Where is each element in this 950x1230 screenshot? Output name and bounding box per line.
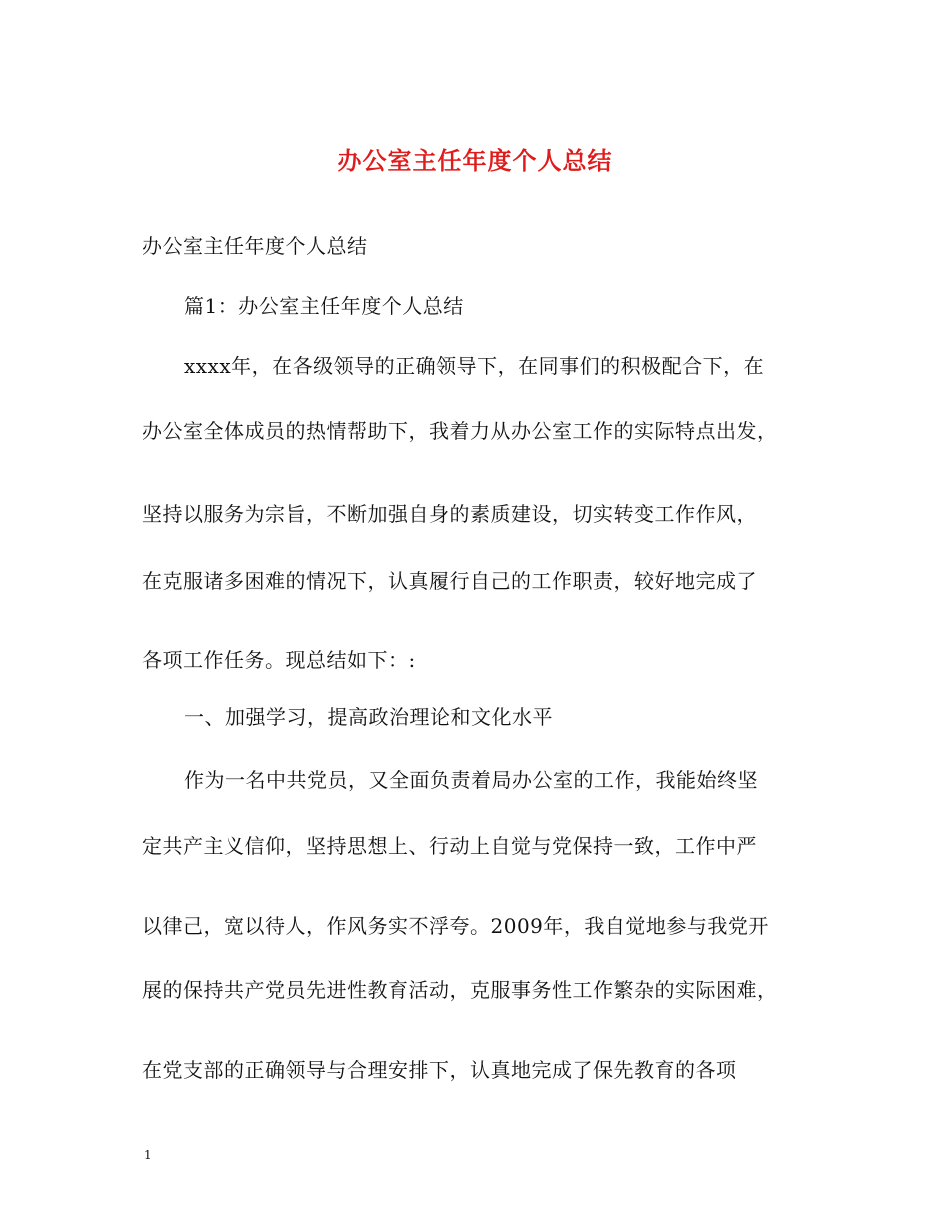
body-line-12: 展的保持共产党员先进性教育活动，克服事务性工作繁杂的实际困难，: [142, 978, 778, 1002]
body-line-13: 在党支部的正确领导与合理安排下，认真地完成了保先教育的各项: [142, 1058, 737, 1082]
body-line-8: 一、加强学习，提高政治理论和文化水平: [184, 705, 553, 729]
body-line-11: 以律己，宽以待人，作风务实不浮夸。2009年，我自觉地参与我党开: [142, 914, 769, 938]
body-line-6: 在克服诸多困难的情况下，认真履行自己的工作职责，较好地完成了: [142, 569, 757, 593]
body-line-7: 各项工作任务。现总结如下：:: [142, 648, 416, 672]
body-line-3: xxxx年，在各级领导的正确领导下，在同事们的积极配合下，在: [184, 354, 765, 378]
body-line-10: 定共产主义信仰，坚持思想上、行动上自觉与党保持一致，工作中严: [142, 834, 757, 858]
body-line-5: 坚持以服务为宗旨，不断加强自身的素质建设，切实转变工作作风，: [142, 502, 757, 526]
page-number: 1: [144, 1148, 152, 1162]
body-line-1: 办公室主任年度个人总结: [142, 234, 368, 258]
body-line-4: 办公室全体成员的热情帮助下，我着力从办公室工作的实际特点出发，: [142, 419, 778, 443]
body-line-2: 篇1：办公室主任年度个人总结: [184, 294, 464, 318]
body-line-9: 作为一名中共党员，又全面负责着局办公室的工作，我能始终坚: [184, 768, 758, 792]
document-title: 办公室主任年度个人总结: [337, 146, 613, 175]
